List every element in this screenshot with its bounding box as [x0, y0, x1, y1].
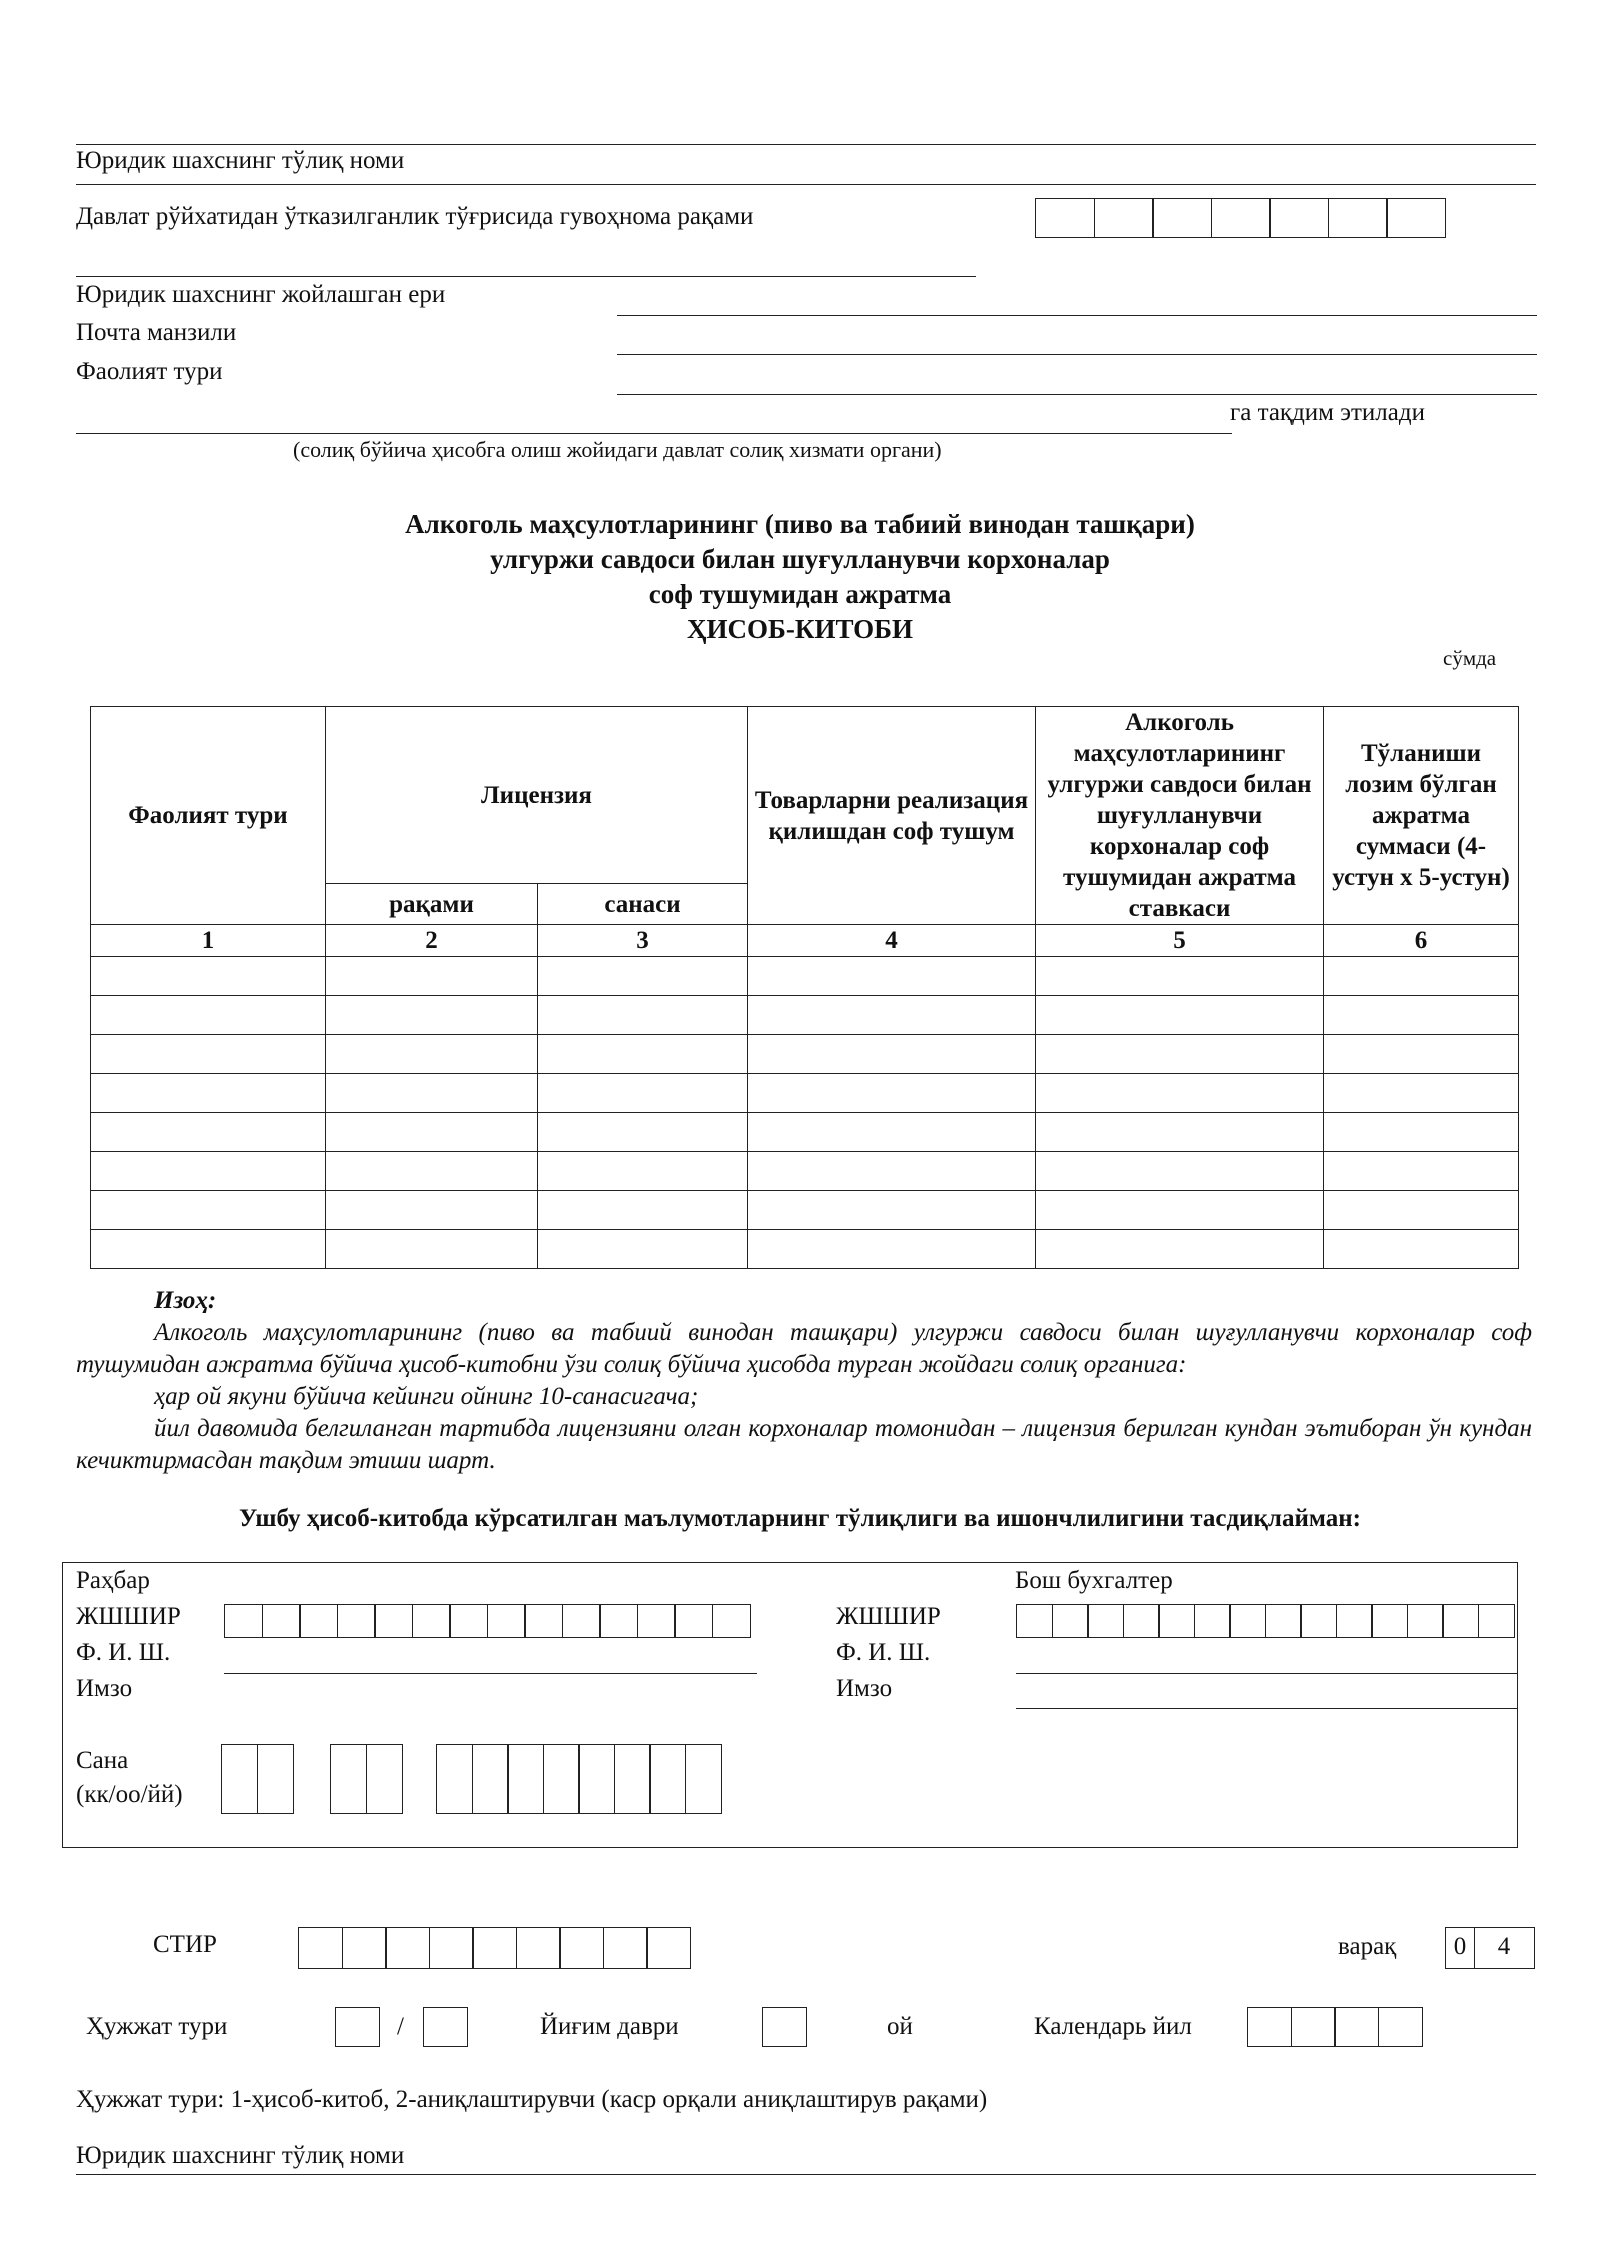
table-cell[interactable]	[538, 1074, 748, 1113]
table-cell[interactable]	[748, 1074, 1036, 1113]
head-label: Раҳбар	[76, 1567, 150, 1594]
table-cell[interactable]	[91, 957, 326, 996]
registration-underline	[76, 276, 976, 277]
legal-name-field[interactable]	[76, 184, 1536, 185]
accountant-jshshir-boxes[interactable]	[1016, 1604, 1515, 1638]
table-row	[91, 1152, 1519, 1191]
table-cell[interactable]	[1036, 1191, 1324, 1230]
table-cell[interactable]	[1324, 1113, 1519, 1152]
note-paragraph: ҳар ой якуни бўйича кейинги ойнинг 10-санасигача;	[154, 1383, 699, 1410]
col-header-net-revenue: Товарларни реализация қилишдан соф тушум	[748, 707, 1036, 925]
head-signature-label: Имзо	[76, 1675, 133, 1702]
table-cell[interactable]	[1036, 1152, 1324, 1191]
table-cell[interactable]	[326, 1191, 538, 1230]
date-month-boxes[interactable]	[330, 1744, 403, 1814]
confirmation-text: Ушбу ҳисоб-китобда кўрсатилган маълумотларнинг тўлиқлиги ва ишончлилигини тасдиқлайман:	[239, 1505, 1361, 1532]
accountant-fio-label: Ф. И. Ш.	[836, 1639, 931, 1666]
accountant-fio-field[interactable]	[1016, 1673, 1518, 1674]
col-header-license: Лицензия	[326, 707, 748, 884]
calculation-table	[90, 706, 1519, 1269]
doc-type-sub-box[interactable]	[423, 2007, 468, 2047]
table-row	[91, 1074, 1519, 1113]
date-year-boxes[interactable]	[436, 1744, 722, 1814]
sheet-digit: 4	[1474, 1927, 1535, 1969]
col-header-rate: Алкоголь маҳсулотларининг улгуржи савдоси билан шуғулланувчи корхоналар соф тушумидан ажратма ставкаси	[1036, 707, 1324, 925]
col-number: 5	[1036, 925, 1324, 957]
col-number: 2	[326, 925, 538, 957]
table-cell[interactable]	[748, 996, 1036, 1035]
table-cell[interactable]	[1324, 1152, 1519, 1191]
col-header-license-number: рақами	[326, 884, 538, 925]
stir-label: СТИР	[153, 1931, 217, 1958]
activity-field[interactable]	[617, 394, 1537, 395]
table-cell[interactable]	[1036, 1230, 1324, 1269]
table-cell[interactable]	[326, 1074, 538, 1113]
legal-name-label: Юридик шахснинг тўлиқ номи	[76, 147, 405, 174]
year-boxes[interactable]	[1247, 2007, 1423, 2047]
table-cell[interactable]	[326, 996, 538, 1035]
registration-number-boxes[interactable]	[1035, 198, 1446, 238]
head-jshshir-label: ЖШШИР	[76, 1603, 181, 1630]
table-cell[interactable]	[1036, 996, 1324, 1035]
month-label: ой	[887, 2013, 913, 2040]
date-label: Сана	[76, 1747, 129, 1774]
table-row	[91, 1113, 1519, 1152]
accountant-signature-label: Имзо	[836, 1675, 893, 1702]
col-number: 1	[91, 925, 326, 957]
table-row	[91, 1191, 1519, 1230]
table-cell[interactable]	[91, 1230, 326, 1269]
tax-authority-field[interactable]	[76, 433, 1232, 434]
col-number: 4	[748, 925, 1036, 957]
submitted-to-label: га тақдим этилади	[1230, 399, 1425, 426]
stir-boxes[interactable]	[298, 1927, 691, 1969]
table-cell[interactable]	[91, 1074, 326, 1113]
table-row	[91, 957, 1519, 996]
table-cell[interactable]	[1324, 996, 1519, 1035]
table-cell[interactable]	[748, 1191, 1036, 1230]
accountant-label: Бош бухгалтер	[1015, 1567, 1173, 1594]
table-row	[91, 996, 1519, 1035]
table-cell[interactable]	[748, 957, 1036, 996]
col-number: 6	[1324, 925, 1519, 957]
table-cell[interactable]	[1036, 1074, 1324, 1113]
table-cell[interactable]	[1324, 1074, 1519, 1113]
head-fio-label: Ф. И. Ш.	[76, 1639, 171, 1666]
registration-label: Давлат рўйхатидан ўтказилганлик тўғрисида гувоҳнома рақами	[76, 203, 754, 230]
currency-unit: сўмда	[1443, 646, 1497, 670]
table-cell[interactable]	[91, 996, 326, 1035]
title-line-4: ҲИСОБ-КИТОБИ	[687, 614, 913, 644]
table-cell[interactable]	[326, 1035, 538, 1074]
activity-label: Фаолият тури	[76, 358, 223, 385]
table-cell[interactable]	[1324, 1191, 1519, 1230]
head-fio-field[interactable]	[224, 1673, 757, 1674]
table-cell[interactable]	[91, 1191, 326, 1230]
doc-type-slash: /	[397, 2013, 404, 2040]
table-cell[interactable]	[538, 1113, 748, 1152]
table-cell[interactable]	[538, 957, 748, 996]
footer-legal-name-label: Юридик шахснинг тўлиқ номи	[76, 2142, 405, 2169]
table-cell[interactable]	[748, 1152, 1036, 1191]
table-cell[interactable]	[538, 1035, 748, 1074]
sheet-number-boxes	[1445, 1927, 1535, 1969]
table-cell[interactable]	[538, 996, 748, 1035]
accountant-jshshir-label: ЖШШИР	[836, 1603, 941, 1630]
col-header-activity: Фаолият тури	[91, 707, 326, 925]
table-cell[interactable]	[91, 1113, 326, 1152]
doc-type-explanation: Ҳужжат тури: 1-ҳисоб-китоб, 2-аниқлаштирувчи (каср орқали аниқлаштирув рақами)	[76, 2086, 988, 2113]
col-header-license-date: санаси	[538, 884, 748, 925]
title-line-3: соф тушумидан ажратма	[648, 579, 952, 609]
table-cell[interactable]	[538, 1152, 748, 1191]
title-line-2: улгуржи савдоси билан шуғулланувчи корхоналар	[490, 544, 1110, 574]
accountant-signature-field[interactable]	[1016, 1708, 1518, 1709]
table-cell[interactable]	[748, 1035, 1036, 1074]
note-paragraph: Алкоголь маҳсулотларининг (пиво ва табиий винодан ташқари) улгуржи савдоси билан шуғулланувчи корхоналар соф тушумидан ажратма бўйича ҳисоб-китобни ўзи солиқ бўйича ҳисобда турган жойдаги солиқ органига:	[76, 1319, 1532, 1378]
table-cell[interactable]	[538, 1230, 748, 1269]
table-cell[interactable]	[1036, 957, 1324, 996]
table-cell[interactable]	[1036, 1035, 1324, 1074]
note-block	[76, 1285, 1532, 1477]
col-number: 3	[538, 925, 748, 957]
sheet-label: варақ	[1338, 1933, 1397, 1960]
period-box[interactable]	[762, 2007, 807, 2047]
table-cell[interactable]	[91, 1035, 326, 1074]
table-cell[interactable]	[748, 1113, 1036, 1152]
table-cell[interactable]	[1036, 1113, 1324, 1152]
address-field[interactable]	[617, 315, 1537, 316]
date-day-boxes[interactable]	[221, 1744, 294, 1814]
table-cell[interactable]	[748, 1230, 1036, 1269]
table-cell[interactable]	[91, 1152, 326, 1191]
note-paragraph: йил давомида белгиланган тартибда лицензияни олган корхоналар томонидан – лицензия берилган кундан эътиборан ўн кундан кечиктирмасдан тақдим этиши шарт.	[76, 1415, 1532, 1474]
address-label: Юридик шахснинг жойлашган ери	[76, 281, 446, 308]
postal-field[interactable]	[617, 354, 1537, 355]
sheet-digit: 0	[1445, 1927, 1475, 1969]
table-cell[interactable]	[1324, 1230, 1519, 1269]
table-cell[interactable]	[326, 1230, 538, 1269]
table-row	[91, 1230, 1519, 1269]
footer-legal-name-field[interactable]	[76, 2174, 1536, 2175]
top-rule	[76, 144, 1536, 145]
table-cell[interactable]	[1324, 1035, 1519, 1074]
head-jshshir-boxes[interactable]	[224, 1604, 751, 1638]
table-cell[interactable]	[326, 1113, 538, 1152]
date-format: (кк/оо/йй)	[76, 1781, 183, 1808]
table-cell[interactable]	[326, 957, 538, 996]
table-cell[interactable]	[326, 1152, 538, 1191]
col-header-amount: Тўланиши лозим бўлган ажратма суммаси (4-устун х 5-устун)	[1324, 707, 1519, 925]
period-label: Йиғим даври	[540, 2013, 679, 2040]
table-cell[interactable]	[1324, 957, 1519, 996]
year-label: Календарь йил	[1034, 2013, 1192, 2040]
title-line-1: Алкоголь маҳсулотларининг (пиво ва табиий винодан ташқари)	[405, 509, 1195, 539]
doc-type-label: Ҳужжат тури	[86, 2013, 228, 2040]
note-heading: Изоҳ:	[154, 1287, 217, 1314]
table-cell[interactable]	[538, 1191, 748, 1230]
doc-type-box[interactable]	[335, 2007, 380, 2047]
postal-label: Почта манзили	[76, 319, 237, 346]
table-row	[91, 1035, 1519, 1074]
tax-authority-caption: (солиқ бўйича ҳисобга олиш жойидаги давлат солиқ хизмати органи)	[293, 437, 942, 462]
